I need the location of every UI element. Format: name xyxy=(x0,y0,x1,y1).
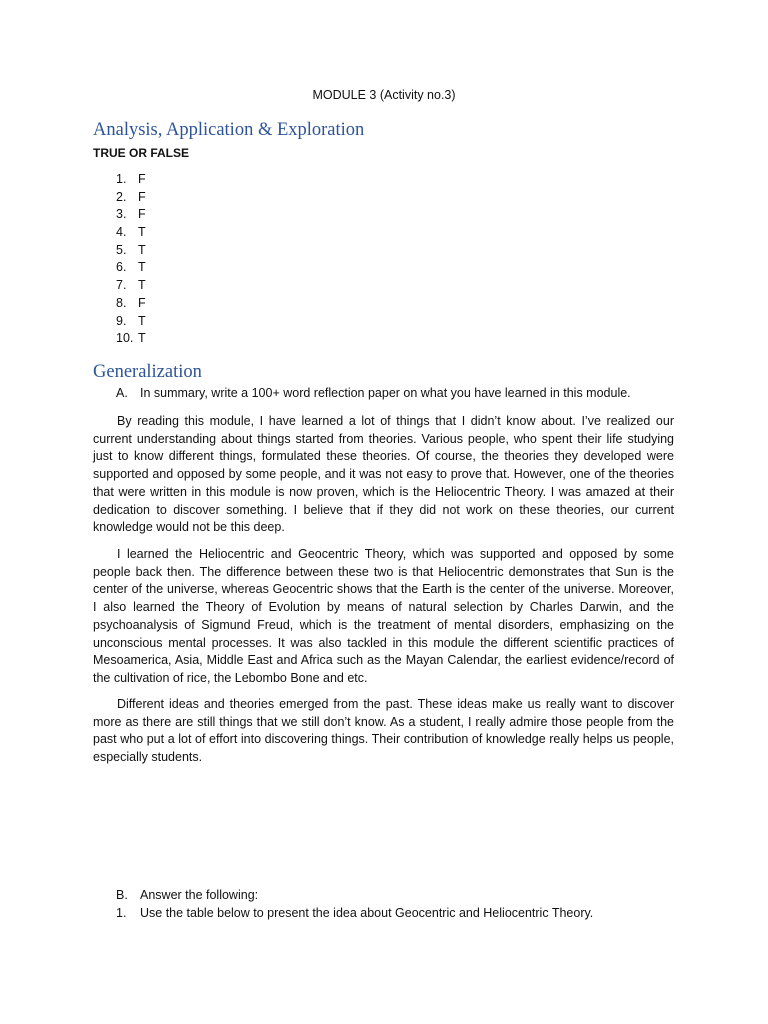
item-number: 3. xyxy=(116,207,127,222)
item-answer: F xyxy=(138,295,146,310)
prompt-a-text: In summary, write a 100+ word reflection paper on what you have learned in this module. xyxy=(140,386,631,400)
list-item xyxy=(116,313,146,331)
list-item xyxy=(116,330,146,348)
item-number: 9. xyxy=(116,313,127,328)
prompt-b-text: Answer the following: xyxy=(140,888,259,902)
item-answer: F xyxy=(138,207,146,222)
prompt-b1 xyxy=(116,906,593,920)
reflection-paragraph-1: By reading this module, I have learned a lot of things that I didn’t know about. I’ve realized our current understanding about things started from theories. Various people, who spent their life studying just to know different things, formulated these theories. Of course, the theories they developed were supported and opposed by some people, and it was not easy to prove that. However, one of the theories that were written in this module is now proven, which is the Heliocentric Theory. I was amazed at their dedication to discover something. I believe that if they did not work on these theories, our current knowledge would not be this deep. xyxy=(93,414,674,535)
item-answer: T xyxy=(138,260,146,275)
reflection-paragraph-2: I learned the Heliocentric and Geocentric Theory, which was supported and opposed by some people back then. The difference between these two is that Heliocentric demonstrates that Sun is the center of the universe, whereas Geocentric shows that the Earth is the center of the universe. Moreover, I also learned the Theory of Evolution by means of natural selection by Charles Darwin, and the psychoanalysis of Sigmund Freud, which is the treatment of mental disorders, emphasizing on the unconscious mental processes. It was also tackled in this module the different scientific practices of Mesoamerica, Asia, Middle East and Africa such as the Mayan Calendar, the earliest evidence/record of the cultivation of rice, the Lebombo Bone and etc. xyxy=(93,547,674,685)
item-number: 7. xyxy=(116,278,127,293)
item-number: 4. xyxy=(116,225,127,240)
list-item xyxy=(116,206,146,224)
list-item xyxy=(116,242,146,260)
item-answer: T xyxy=(138,242,146,257)
list-item xyxy=(116,295,146,313)
item-number: 1. xyxy=(116,172,127,186)
list-item xyxy=(116,224,146,242)
item-answer: T xyxy=(138,313,146,328)
item-number: 8. xyxy=(116,295,127,310)
list-item xyxy=(116,259,146,277)
item-number: 10. xyxy=(116,331,134,346)
item-number: 2. xyxy=(116,189,127,204)
prompt-b1-label: 1. xyxy=(116,906,127,920)
prompt-a-label: A. xyxy=(116,386,128,400)
reflection-paragraph-3: Different ideas and theories emerged from the past. These ideas make us really want to discover more as there are still things that we still don’t know. As a student, I really admire those people from the past who put a lot of effort into discovering things. Their contribution of knowledge really helps us people, especially students. xyxy=(93,697,674,765)
item-answer: F xyxy=(138,172,146,186)
list-item xyxy=(116,277,146,295)
module-title: MODULE 3 (Activity no.3) xyxy=(312,88,456,102)
list-item xyxy=(116,171,146,189)
item-answer: F xyxy=(138,189,146,204)
list-item xyxy=(116,189,146,207)
prompt-b-label: B. xyxy=(116,888,128,902)
prompt-b xyxy=(116,888,258,902)
prompt-a xyxy=(116,386,631,400)
answer-list xyxy=(116,171,146,348)
item-answer: T xyxy=(138,225,146,240)
item-answer: T xyxy=(138,278,146,293)
item-number: 5. xyxy=(116,242,127,257)
true-or-false-subheading: TRUE OR FALSE xyxy=(93,146,190,160)
section-heading-generalization: Generalization xyxy=(93,362,202,382)
item-number: 6. xyxy=(116,260,127,275)
item-answer: T xyxy=(138,331,146,346)
prompt-b1-text: Use the table below to present the idea about Geocentric and Heliocentric Theory. xyxy=(140,906,594,920)
section-heading-analysis: Analysis, Application & Exploration xyxy=(93,120,365,140)
